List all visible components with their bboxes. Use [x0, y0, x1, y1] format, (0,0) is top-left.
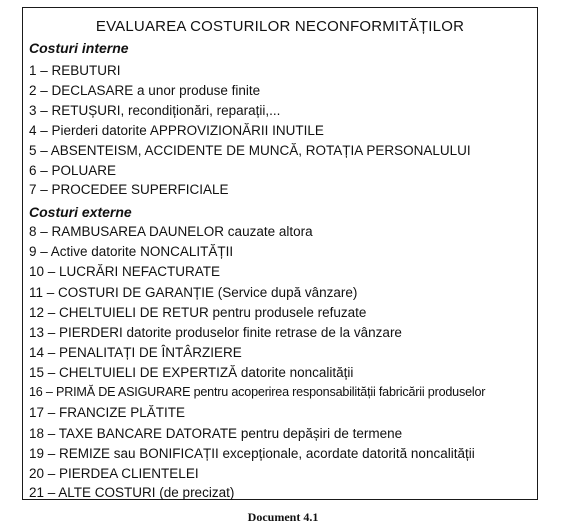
section-heading-internal: Costuri interne [29, 40, 129, 56]
list-item: 21 – ALTE COSTURI (de precizat) [29, 485, 235, 500]
list-item: 2 – DECLASARE a unor produse finite [29, 83, 261, 98]
list-item: 17 – FRANCIZE PLĂTITE [29, 405, 186, 420]
list-item: 10 – LUCRĂRI NEFACTURATE [29, 264, 221, 279]
list-item: 19 – REMIZE sau BONIFICAȚII excepționale, acordate datorită noncalității [29, 446, 475, 461]
document-title: EVALUAREA COSTURILOR NECONFORMITĂȚILOR [95, 18, 465, 35]
list-item: 13 – PIERDERI datorite produselor finite retrase de la vânzare [29, 325, 402, 340]
list-item: 8 – RAMBUSAREA DAUNELOR cauzate altora [29, 224, 313, 239]
list-item: 15 – CHELTUIELI DE EXPERTIZĂ datorite noncalității [29, 365, 354, 380]
list-item: 5 – ABSENTEISM, ACCIDENTE DE MUNCĂ, ROTAȚIA PERSONALULUI [29, 143, 471, 158]
list-item: 20 – PIERDEA CLIENTELEI [29, 466, 199, 481]
list-item: 14 – PENALITAȚI DE ÎNTÂRZIERE [29, 345, 242, 360]
document-caption: Document 4.1 [247, 510, 319, 524]
list-item: 6 – POLUARE [29, 163, 117, 178]
list-item: 4 – Pierderi datorite APPROVIZIONĂRII INUTILE [29, 123, 324, 138]
section-heading-external: Costuri externe [29, 204, 132, 220]
list-item: 1 – REBUTURI [29, 63, 121, 78]
list-item: 3 – RETUȘURI, recondiționări, reparații,... [29, 103, 281, 118]
list-item: 7 – PROCEDEE SUPERFICIALE [29, 182, 229, 197]
list-item: 12 – CHELTUIELI DE RETUR pentru produsele refuzate [29, 305, 367, 320]
list-item: 18 – TAXE BANCARE DATORATE pentru depășiri de termene [29, 426, 403, 441]
document-frame [22, 7, 538, 500]
list-item: 11 – COSTURI DE GARANȚIE (Service după vânzare) [29, 285, 358, 300]
list-item: 16 – PRIMĂ DE ASIGURARE pentru acoperirea responsabilității fabricării produselor [29, 385, 486, 399]
list-item: 9 – Active datorite NONCALITĂȚII [29, 244, 234, 259]
